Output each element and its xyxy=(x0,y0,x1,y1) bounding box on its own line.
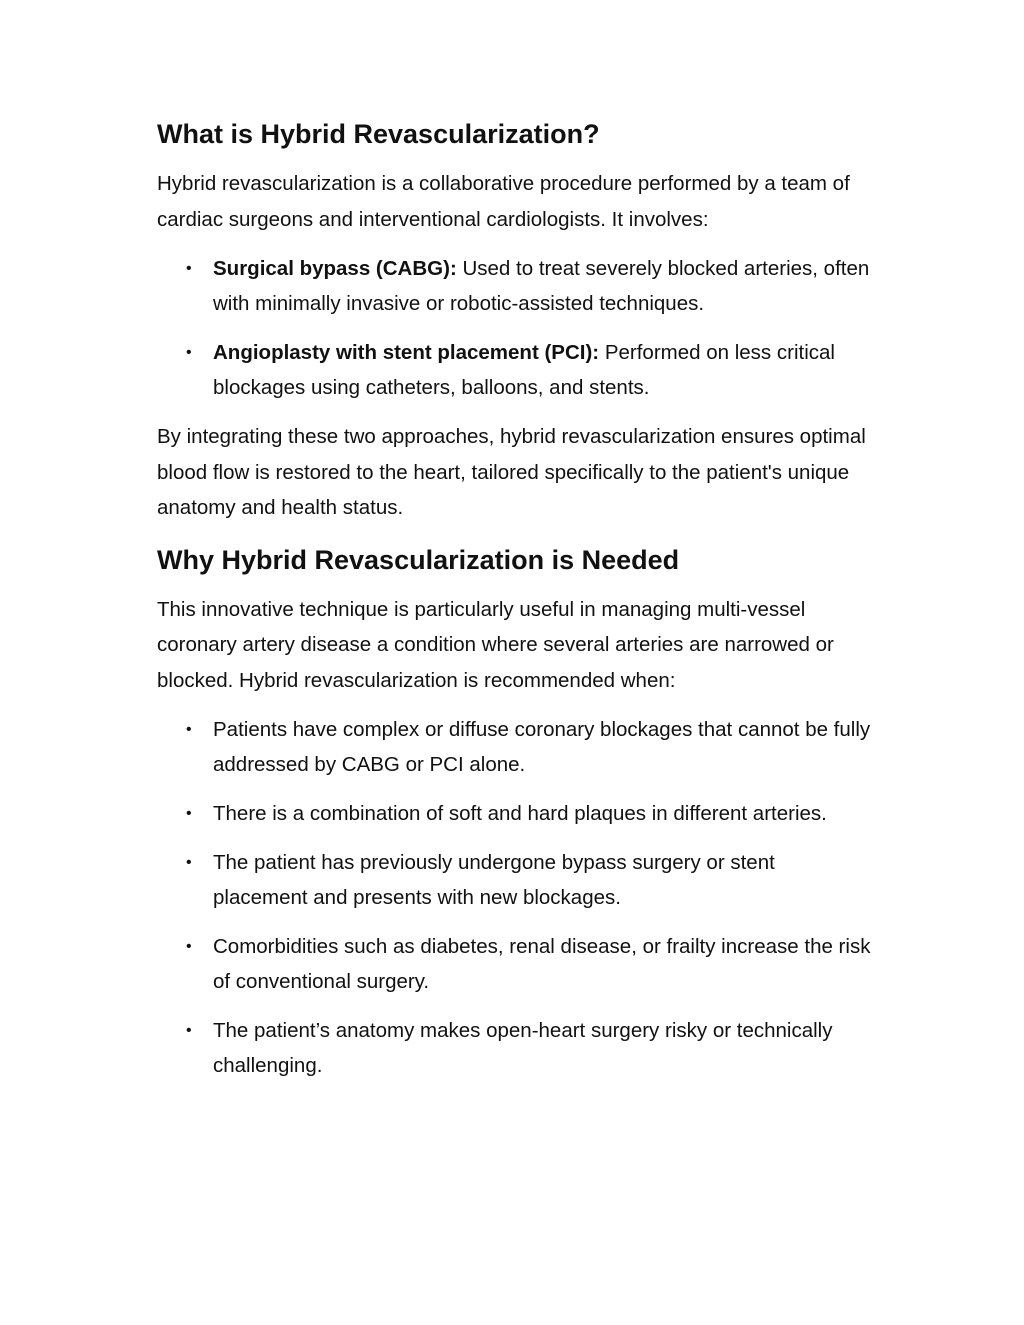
list-item-term: Angioplasty with stent placement (PCI): xyxy=(213,341,600,364)
needed-intro-paragraph: This innovative technique is particularly useful in managing multi-vessel coronary artery disease a condition where several arteries are narrowed or blocked. Hybrid revascularization is recommended when: xyxy=(157,597,834,692)
list-item xyxy=(186,251,874,321)
section-heading-what-is: What is Hybrid Revascularization? xyxy=(157,119,600,149)
list-item-text: The patient has previously undergone bypass surgery or stent placement and presents with new blockages. xyxy=(213,851,775,909)
list-item-text: Used to treat severely blocked arteries, often with minimally invasive or robotic-assisted techniques. xyxy=(213,257,870,315)
list-item xyxy=(186,929,874,999)
bullet-icon: • xyxy=(186,1022,192,1039)
list-item-text: Comorbidities such as diabetes, renal disease, or frailty increase the risk of conventional surgery. xyxy=(213,935,871,993)
list-item xyxy=(186,712,874,782)
bullet-icon: • xyxy=(186,938,192,955)
list-item xyxy=(186,1013,874,1083)
list-item-text: The patient’s anatomy makes open-heart surgery risky or technically challenging. xyxy=(213,1019,833,1077)
list-item xyxy=(186,796,874,831)
bullet-icon: • xyxy=(186,344,192,361)
bullet-icon: • xyxy=(186,854,192,871)
conclusion-paragraph: By integrating these two approaches, hybrid revascularization ensures optimal blood flow is restored to the heart, tailored specifically to the patient's unique anatomy and health status. xyxy=(157,425,866,519)
indication-list xyxy=(157,712,874,1083)
list-item xyxy=(186,845,874,915)
list-item-term: Surgical bypass (CABG): xyxy=(213,257,457,280)
list-item-text: There is a combination of soft and hard plaques in different arteries. xyxy=(213,802,827,825)
intro-paragraph: Hybrid revascularization is a collaborative procedure performed by a team of cardiac surgeons and interventional cardiologists. It involves: xyxy=(157,172,850,231)
procedure-list xyxy=(157,251,874,405)
list-item-text: Patients have complex or diffuse coronary blockages that cannot be fully addressed by CABG or PCI alone. xyxy=(213,718,871,776)
list-item-text: Performed on less critical blockages using catheters, balloons, and stents. xyxy=(213,341,835,399)
bullet-icon: • xyxy=(186,260,192,277)
bullet-icon: • xyxy=(186,721,192,738)
bullet-icon: • xyxy=(186,805,192,822)
list-item xyxy=(186,335,874,405)
section-heading-why-needed: Why Hybrid Revascularization is Needed xyxy=(157,544,680,575)
